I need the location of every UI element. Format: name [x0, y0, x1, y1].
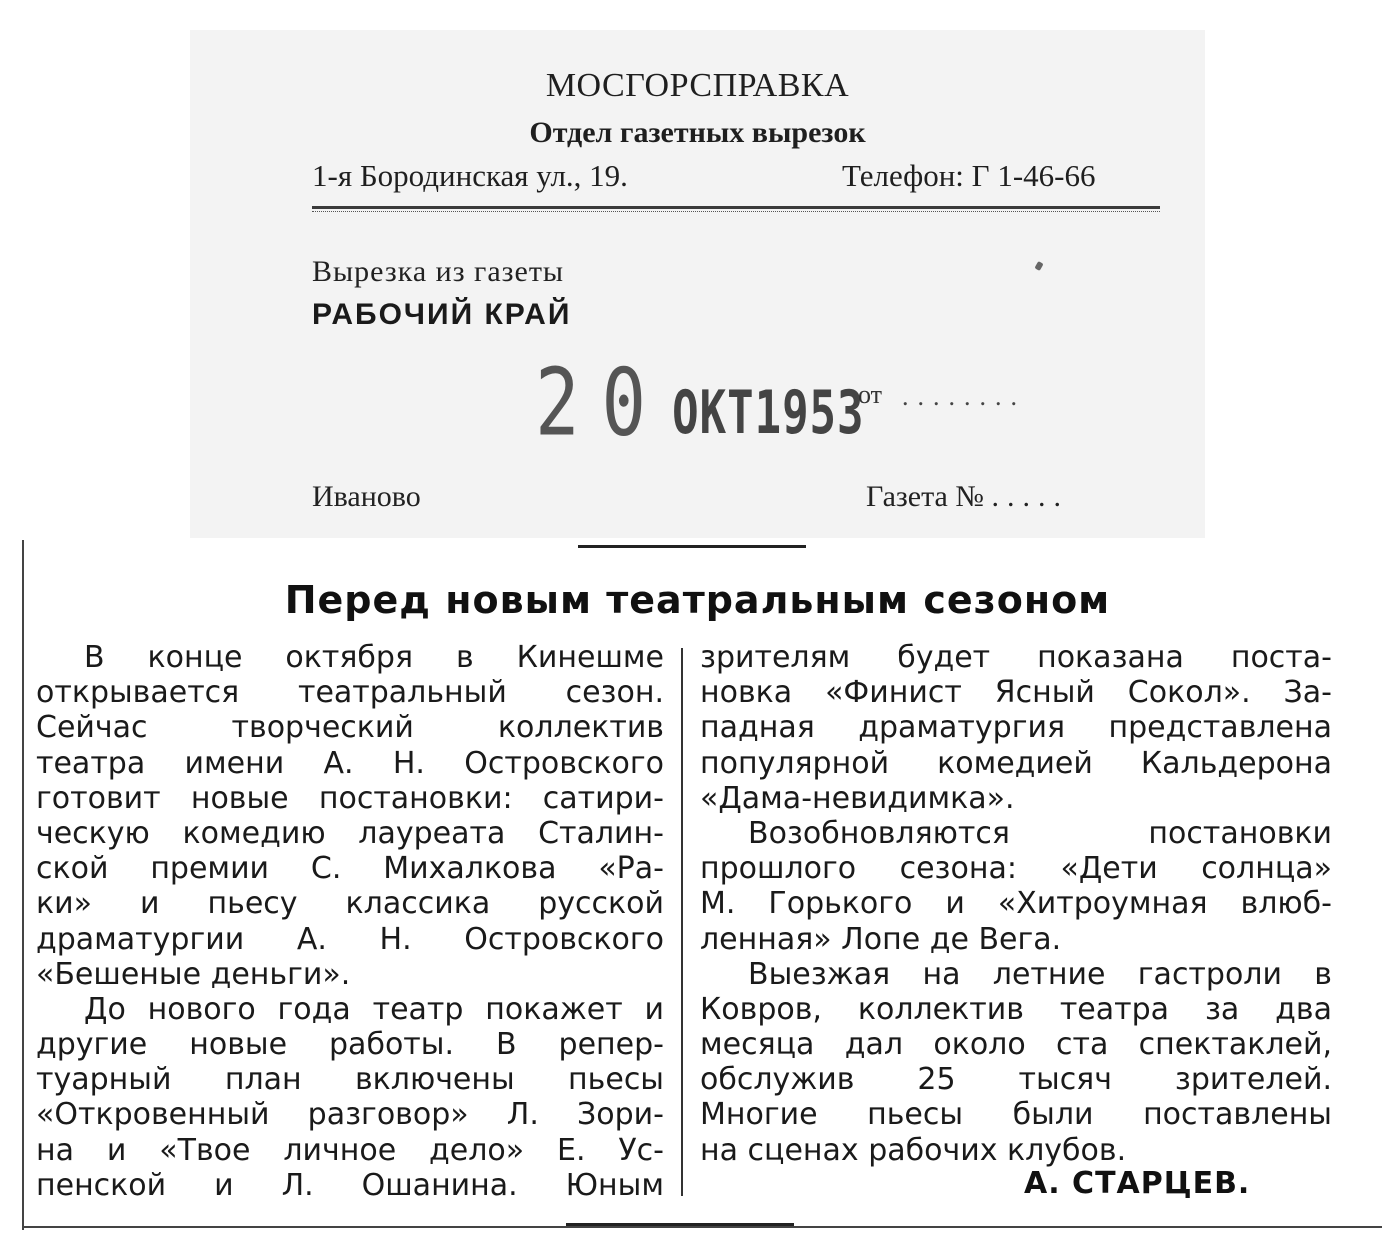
- date-stamp: [535, 349, 865, 457]
- article-text-line: ской премии С. Михалкова «Ра-: [36, 851, 664, 887]
- article-text-line: драматургии А. Н. Островского: [36, 921, 664, 957]
- article-left-column: [36, 640, 664, 1203]
- article-text-line: на и «Твое личное дело» Е. Ус-: [36, 1132, 664, 1168]
- stamp-gazeta-label: Газета №: [866, 480, 984, 513]
- date-stamp-month-year: ОКТ1953: [672, 379, 865, 448]
- article-text-line: Возобновляются постановки: [748, 815, 1332, 851]
- date-stamp-day: 20: [535, 349, 669, 457]
- stamp-divider-dotted: [312, 211, 1160, 212]
- article-text-line: ческую комедию лауреата Сталин-: [36, 815, 664, 851]
- article-text-line: обслужив 25 тысяч зрителей.: [700, 1062, 1332, 1098]
- article-text-line: В конце октября в Кинешме: [84, 640, 664, 675]
- article-text-line: «Откровенный разговор» Л. Зори-: [36, 1097, 664, 1133]
- stamp-phone: Телефон: Г 1-46-66: [842, 158, 1096, 193]
- article-text-line: новка «Финист Ясный Сокол». За-: [700, 675, 1332, 711]
- stamp-org-name: МОСГОРСПРАВКА: [545, 67, 850, 104]
- article-text-line: прошлого сезона: «Дети солнца»: [700, 851, 1332, 887]
- article-text-line: До нового года театр покажет и: [84, 991, 664, 1027]
- article-text-line: «Дама-невидимка».: [700, 780, 1015, 816]
- stamp-newspaper-name: РАБОЧИЙ КРАЙ: [312, 298, 572, 331]
- article-author: А. СТАРЦЕВ.: [1024, 1166, 1251, 1201]
- column-divider: [681, 648, 683, 1196]
- article-text-line: театра имени А. Н. Островского: [36, 745, 664, 781]
- article-text-line: месяца дал около ста спектаклей,: [700, 1027, 1332, 1063]
- clipping-left-edge: [22, 540, 24, 1230]
- article-text-line: открывается театральный сезон.: [36, 675, 664, 711]
- article-bottom-rule: [566, 1223, 794, 1226]
- article-text-line: готовит новые постановки: сатири-: [36, 780, 664, 816]
- stamp-department: Отдел газетных вырезок: [529, 116, 866, 149]
- stamp-divider: [312, 206, 1160, 209]
- article-text-line: М. Горького и «Хитроумная влюб-: [700, 886, 1332, 922]
- stamp-gazeta-dots: .....: [991, 480, 1069, 513]
- ink-speck: [1034, 261, 1043, 271]
- article-text-line: зрителям будет показана поста-: [700, 640, 1332, 675]
- article-text-line: Сейчас творческий коллектив: [36, 710, 664, 746]
- article-text-line: туарный план включены пьесы: [36, 1062, 664, 1098]
- article-headline: Перед новым театральным сезоном: [284, 578, 1111, 622]
- stamp-city: Иваново: [312, 480, 421, 513]
- article-text-line: на сценах рабочих клубов.: [700, 1132, 1127, 1168]
- article-top-rule: [578, 545, 806, 548]
- article-text-line: Ковров, коллектив театра за два: [700, 991, 1332, 1027]
- article-right-column: [700, 640, 1332, 1168]
- article-text-line: падная драматургия представлена: [700, 710, 1332, 746]
- article-text-line: «Бешеные деньги».: [36, 956, 351, 992]
- article-text-line: пенской и Л. Ошанина. Юным: [36, 1167, 664, 1203]
- clipping-service-stamp: [190, 30, 1205, 538]
- stamp-cutting-label: Вырезка из газеты: [312, 255, 565, 288]
- stamp-address: 1-я Бородинская ул., 19.: [312, 158, 628, 193]
- stamp-ot-label: от: [858, 380, 883, 409]
- stamp-date-dots: ........: [902, 382, 1026, 411]
- article-text-line: Многие пьесы были поставлены: [700, 1097, 1332, 1133]
- article-text-line: Выезжая на летние гастроли в: [748, 956, 1332, 992]
- stamp-gazeta-number: [866, 480, 1069, 514]
- clipping-bottom-edge: [22, 1226, 1382, 1228]
- article-text-line: ки» и пьесу классика русской: [36, 886, 664, 922]
- article-text-line: другие новые работы. В репер-: [36, 1027, 664, 1063]
- article-text-line: ленная» Лопе де Вега.: [700, 921, 1062, 957]
- article-text-line: популярной комедией Кальдерона: [700, 745, 1332, 781]
